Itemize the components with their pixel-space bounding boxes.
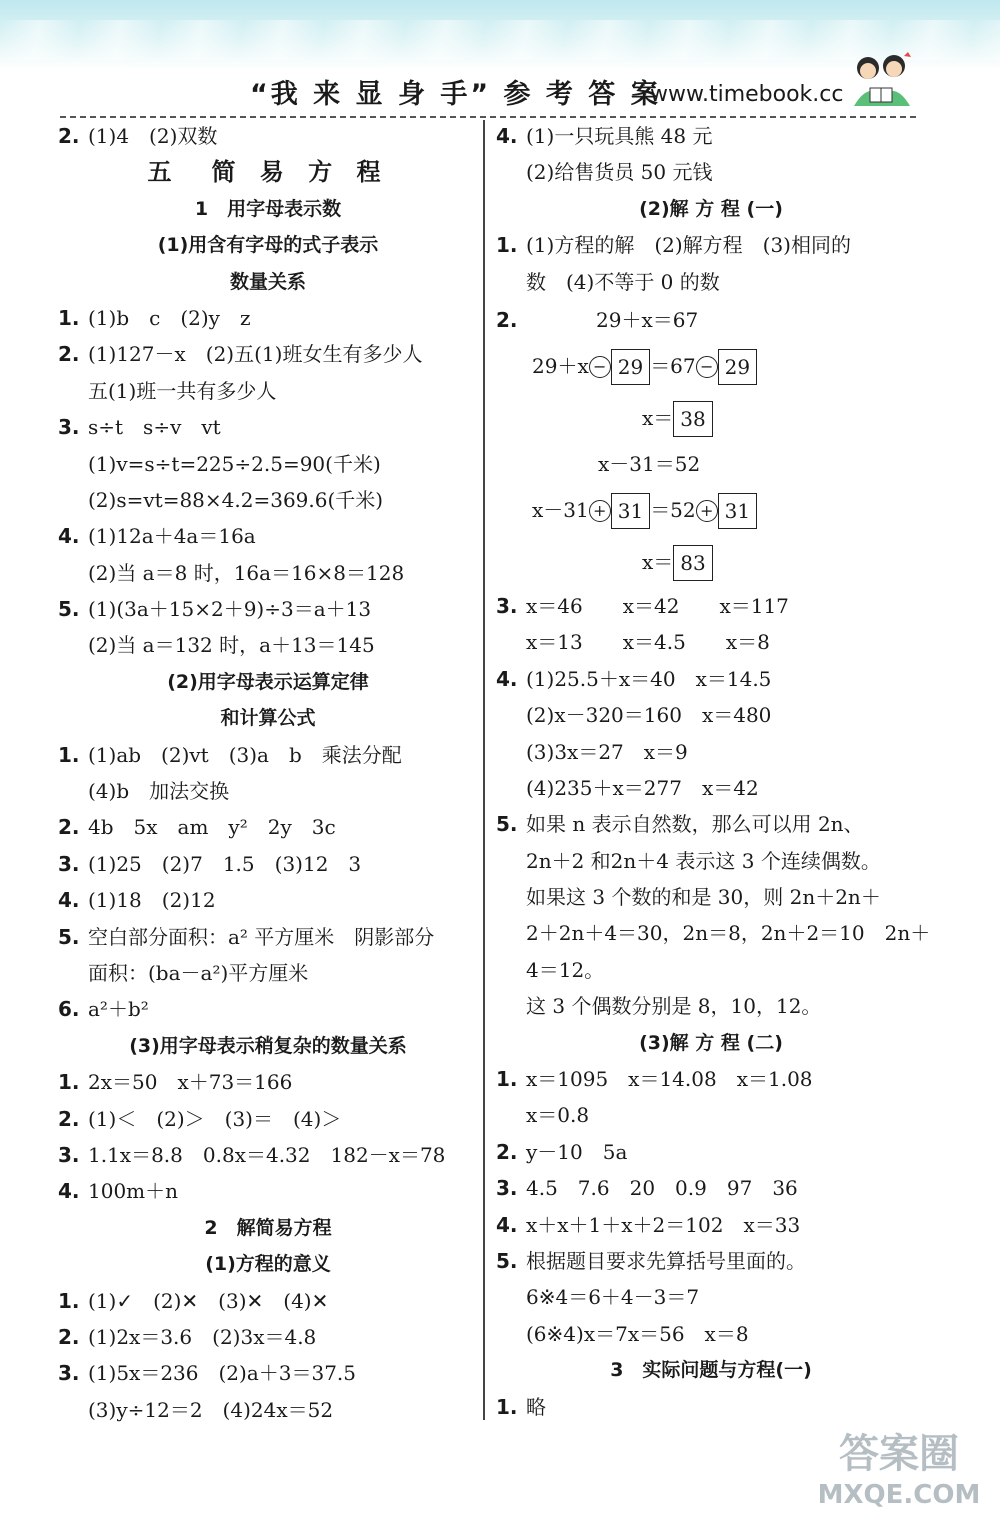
answer-line <box>496 1097 926 1133</box>
answer-box: 29 <box>611 349 650 385</box>
answer-text: (1)5x＝236 (2)a＋3＝37.5 <box>88 1361 357 1386</box>
answer-text: 2＋2n＋4＝30，2n＝8，2n＋2＝10 2n＋ <box>526 921 931 946</box>
section-heading <box>58 264 478 300</box>
equation-text: x＝ <box>642 549 674 574</box>
answer-line <box>58 300 478 336</box>
answer-line <box>496 154 926 190</box>
item-number: 2. <box>58 815 80 840</box>
right-column-bottom <box>496 588 931 1425</box>
equation-text: ＝67 <box>650 353 696 378</box>
answer-text: (1)25 (2)7 1.5 (3)12 3 <box>88 851 362 876</box>
answer-text: x＝46 x＝42 x＝117 <box>526 593 789 618</box>
answer-text: (2)s=vt=88×4.2=369.6(千米) <box>88 487 384 512</box>
answer-line <box>58 591 478 627</box>
section-heading <box>58 1246 478 1282</box>
answer-text: (1)18 (2)12 <box>88 888 216 913</box>
answer-text: (1)✓ (2)✕ (3)✕ (4)✕ <box>88 1288 329 1313</box>
answer-text: a²＋b² <box>88 997 149 1022</box>
item-number: 3. <box>496 593 518 618</box>
equation-line <box>532 340 757 392</box>
answer-text: y－10 5a <box>526 1139 628 1164</box>
equation-line <box>642 392 713 444</box>
answer-text: 4.5 7.6 20 0.9 97 36 <box>526 1176 798 1201</box>
answer-line <box>58 1319 478 1355</box>
answer-text: (1)12a＋4a＝16a <box>88 524 256 549</box>
answer-text: 1 用字母表示数 <box>194 197 342 220</box>
answer-line <box>58 737 478 773</box>
answer-line <box>58 518 478 554</box>
answer-text: (3)y÷12＝2 (4)24x＝52 <box>88 1397 334 1422</box>
answer-text: 空白部分面积：a² 平方厘米 阴影部分 <box>88 924 435 949</box>
answer-line <box>496 227 926 263</box>
item-number: 1. <box>496 233 518 258</box>
answer-line <box>58 846 478 882</box>
answer-text: (2)给售货员 50 元钱 <box>526 160 713 185</box>
answer-text: (1)用含有字母的式子表示 <box>157 234 379 257</box>
answer-text: (2)x－320＝160 x＝480 <box>526 703 772 728</box>
answer-line <box>496 806 926 842</box>
answer-text: x＝13 x＝4.5 x＝8 <box>526 630 770 655</box>
answer-text: (2)当 a＝8 时，16a＝16×8＝128 <box>88 560 405 585</box>
answer-text: x＝1095 x＝14.08 x＝1.08 <box>526 1067 813 1092</box>
answer-line <box>496 1134 926 1170</box>
answer-text: (2)用字母表示运算定律 <box>167 670 369 693</box>
item-number: 1. <box>58 1288 80 1313</box>
item-number: 1. <box>496 1067 518 1092</box>
answer-text: 2n＋2 和2n＋4 表示这 3 个连续偶数。 <box>526 848 881 873</box>
plus-circle-icon: + <box>589 500 611 522</box>
section-heading <box>496 1025 926 1061</box>
children-reading-icon <box>846 50 916 112</box>
answer-text: 2x＝50 x＋73＝166 <box>88 1070 293 1095</box>
answer-line <box>496 770 926 806</box>
answer-line <box>496 624 926 660</box>
answer-line <box>496 1170 926 1206</box>
answer-text: (1)ab (2)vt (3)a b 乘法分配 <box>88 742 402 767</box>
equation-text: x－31 <box>532 497 589 522</box>
answer-text: 根据题目要求先算括号里面的。 <box>526 1248 806 1273</box>
answer-text: 6※4＝6＋4－3＝7 <box>526 1285 700 1310</box>
plus-circle-icon: + <box>696 500 718 522</box>
answer-box: 83 <box>673 545 712 581</box>
item-number: 5. <box>496 1248 518 1273</box>
item-number: 1. <box>496 1394 518 1419</box>
answer-line <box>496 1389 926 1425</box>
answer-text: (4)235＋x＝277 x＝42 <box>526 775 759 800</box>
item-number: 5. <box>58 924 80 949</box>
section-heading <box>496 1352 926 1388</box>
answer-line <box>496 588 926 624</box>
equation-block <box>496 300 926 588</box>
item-number: 4. <box>58 1179 80 1204</box>
answer-text: (1)＜ (2)＞ (3)＝ (4)＞ <box>88 1106 342 1131</box>
right-column <box>496 118 931 1425</box>
equation-line: 29＋x＝67 <box>596 307 699 332</box>
answer-line <box>58 336 478 372</box>
equation-text: x＝ <box>642 405 674 430</box>
equation-line <box>642 536 713 588</box>
item-number: 4. <box>58 524 80 549</box>
answer-text: (1)4 (2)双数 <box>88 124 218 148</box>
left-column <box>58 118 478 1428</box>
answer-line <box>58 446 478 482</box>
answer-text: (1)v=s÷t=225÷2.5=90(千米) <box>88 451 381 476</box>
answer-line <box>58 482 478 518</box>
answer-text: 4＝12。 <box>526 957 605 982</box>
answer-text: (3)3x＝27 x＝9 <box>526 739 688 764</box>
answer-line <box>496 915 931 951</box>
item-number: 2. <box>58 124 80 148</box>
item-number: 1. <box>58 305 80 330</box>
answer-text: 这 3 个偶数分别是 8，10，12。 <box>526 994 822 1019</box>
item-number: 2. <box>496 307 518 332</box>
answer-line <box>496 843 926 879</box>
answer-line <box>496 697 926 733</box>
column-divider <box>483 120 485 1420</box>
answer-text: (1)(3a＋15×2＋9)÷3＝a＋13 <box>88 597 372 622</box>
answer-line <box>58 1173 478 1209</box>
answer-text: 如果这 3 个数的和是 30，则 2n＋2n＋ <box>526 885 881 910</box>
item-number: 2. <box>58 1324 80 1349</box>
equation-text: ＝52 <box>650 497 696 522</box>
answer-box: 31 <box>611 493 650 529</box>
answer-text: 略 <box>526 1394 546 1419</box>
item-number: 4. <box>496 124 518 148</box>
answer-line <box>58 1064 478 1100</box>
answer-line <box>496 1243 926 1279</box>
answer-line <box>58 409 478 445</box>
item-number: 2. <box>496 1139 518 1164</box>
item-number: 2. <box>58 342 80 367</box>
item-number: 2. <box>58 1106 80 1131</box>
section-heading <box>58 700 478 736</box>
answer-text: 面积：(ba－a²)平方厘米 <box>88 960 309 985</box>
section-heading <box>58 154 478 190</box>
item-number: 6. <box>58 997 80 1022</box>
answer-line <box>496 734 926 770</box>
answer-line <box>58 118 478 154</box>
item-number: 3. <box>496 1176 518 1201</box>
answer-text: (1)127－x (2)五(1)班女生有多少人 <box>88 342 423 367</box>
equation-text: 29＋x <box>532 353 589 378</box>
answer-text: (1)方程的意义 <box>205 1253 331 1276</box>
item-number: 1. <box>58 1070 80 1095</box>
answer-box: 38 <box>673 401 712 437</box>
item-number: 3. <box>58 1142 80 1167</box>
answer-text: 和计算公式 <box>220 707 316 730</box>
answer-line <box>496 952 926 988</box>
minus-circle-icon: − <box>696 356 718 378</box>
answer-text: (2)解 方 程 (一) <box>639 197 783 220</box>
item-number: 3. <box>58 415 80 440</box>
answer-text: (1)一只玩具熊 48 元 <box>526 124 713 148</box>
equation-line <box>532 484 757 536</box>
item-number: 5. <box>496 812 518 837</box>
answer-line <box>58 809 478 845</box>
section-heading <box>58 227 478 263</box>
answer-text: 100m＋n <box>88 1179 179 1204</box>
watermark-domain: MXQE.COM <box>817 1480 981 1510</box>
answer-line <box>58 773 478 809</box>
answer-line <box>496 118 926 154</box>
answer-line <box>496 264 926 300</box>
answer-text: (3)解 方 程 (二) <box>639 1031 783 1054</box>
answer-box: 31 <box>718 493 757 529</box>
answer-text: (6※4)x＝7x＝56 x＝8 <box>526 1321 749 1346</box>
right-column-top <box>496 118 926 300</box>
item-number: 1. <box>58 742 80 767</box>
answer-text: 数量关系 <box>229 270 306 293</box>
answer-line <box>58 919 478 955</box>
answer-line <box>58 1101 478 1137</box>
answer-box: 29 <box>718 349 757 385</box>
answer-text: 五 简 易 方 程 <box>147 158 389 187</box>
answer-text: 4b 5x am y² 2y 3c <box>88 815 336 840</box>
answer-text: (1)25.5＋x＝40 x＝14.5 <box>526 666 772 691</box>
answer-text: 3 实际问题与方程(一) <box>610 1359 812 1382</box>
answer-text: (3)用字母表示稍复杂的数量关系 <box>129 1034 407 1057</box>
item-number: 3. <box>58 851 80 876</box>
watermark-logo <box>804 1423 994 1513</box>
answer-text: s÷t s÷v vt <box>88 415 221 440</box>
answer-line <box>58 1355 478 1391</box>
answer-text: (2)当 a＝132 时，a＋13＝145 <box>88 633 375 658</box>
answer-line <box>58 882 478 918</box>
answer-text: (1)方程的解 (2)解方程 (3)相同的 <box>526 233 851 258</box>
answer-line <box>58 1137 478 1173</box>
answer-line <box>496 1061 926 1097</box>
answer-text: (1)b c (2)y z <box>88 305 251 330</box>
watermark-text: 答案圈 <box>839 1431 959 1477</box>
answer-text: 如果 n 表示自然数，那么可以用 2n、 <box>526 812 864 837</box>
answer-line <box>496 1279 926 1315</box>
answer-line <box>58 991 478 1027</box>
answer-line <box>58 627 478 663</box>
answer-line <box>58 955 478 991</box>
section-heading <box>58 191 478 227</box>
answer-text: (4)b 加法交换 <box>88 779 230 804</box>
answer-line <box>58 1283 478 1319</box>
answer-line <box>496 1316 926 1352</box>
answer-line <box>58 1392 478 1428</box>
item-number: 5. <box>58 597 80 622</box>
answer-line <box>496 661 926 697</box>
answer-line <box>496 879 926 915</box>
answer-text: 五(1)班一共有多少人 <box>88 378 277 403</box>
item-number: 3. <box>58 1361 80 1386</box>
item-number: 4. <box>58 888 80 913</box>
answer-text: 数 (4)不等于 0 的数 <box>526 269 720 294</box>
item-number: 4. <box>496 1212 518 1237</box>
answer-line <box>58 555 478 591</box>
answer-line <box>58 373 478 409</box>
answer-text: (1)2x＝3.6 (2)3x＝4.8 <box>88 1324 317 1349</box>
page-header-url: www.timebook.cc <box>650 82 844 107</box>
section-heading <box>496 191 926 227</box>
equation-line: x－31＝52 <box>598 451 701 476</box>
answer-line <box>496 988 926 1024</box>
item-number: 4. <box>496 666 518 691</box>
answer-line <box>496 1207 926 1243</box>
answer-text: x＝0.8 <box>526 1103 590 1128</box>
minus-circle-icon: − <box>589 356 611 378</box>
section-heading <box>58 1028 478 1064</box>
answer-text: 2 解简易方程 <box>204 1216 332 1239</box>
section-heading <box>58 664 478 700</box>
page-header-title: “我 来 显 身 手” 参 考 答 案 <box>250 79 661 110</box>
answer-text: 1.1x＝8.8 0.8x＝4.32 182－x＝78 <box>88 1142 446 1167</box>
section-heading <box>58 1210 478 1246</box>
answer-text: x＋x＋1＋x＋2＝102 x＝33 <box>526 1212 801 1237</box>
